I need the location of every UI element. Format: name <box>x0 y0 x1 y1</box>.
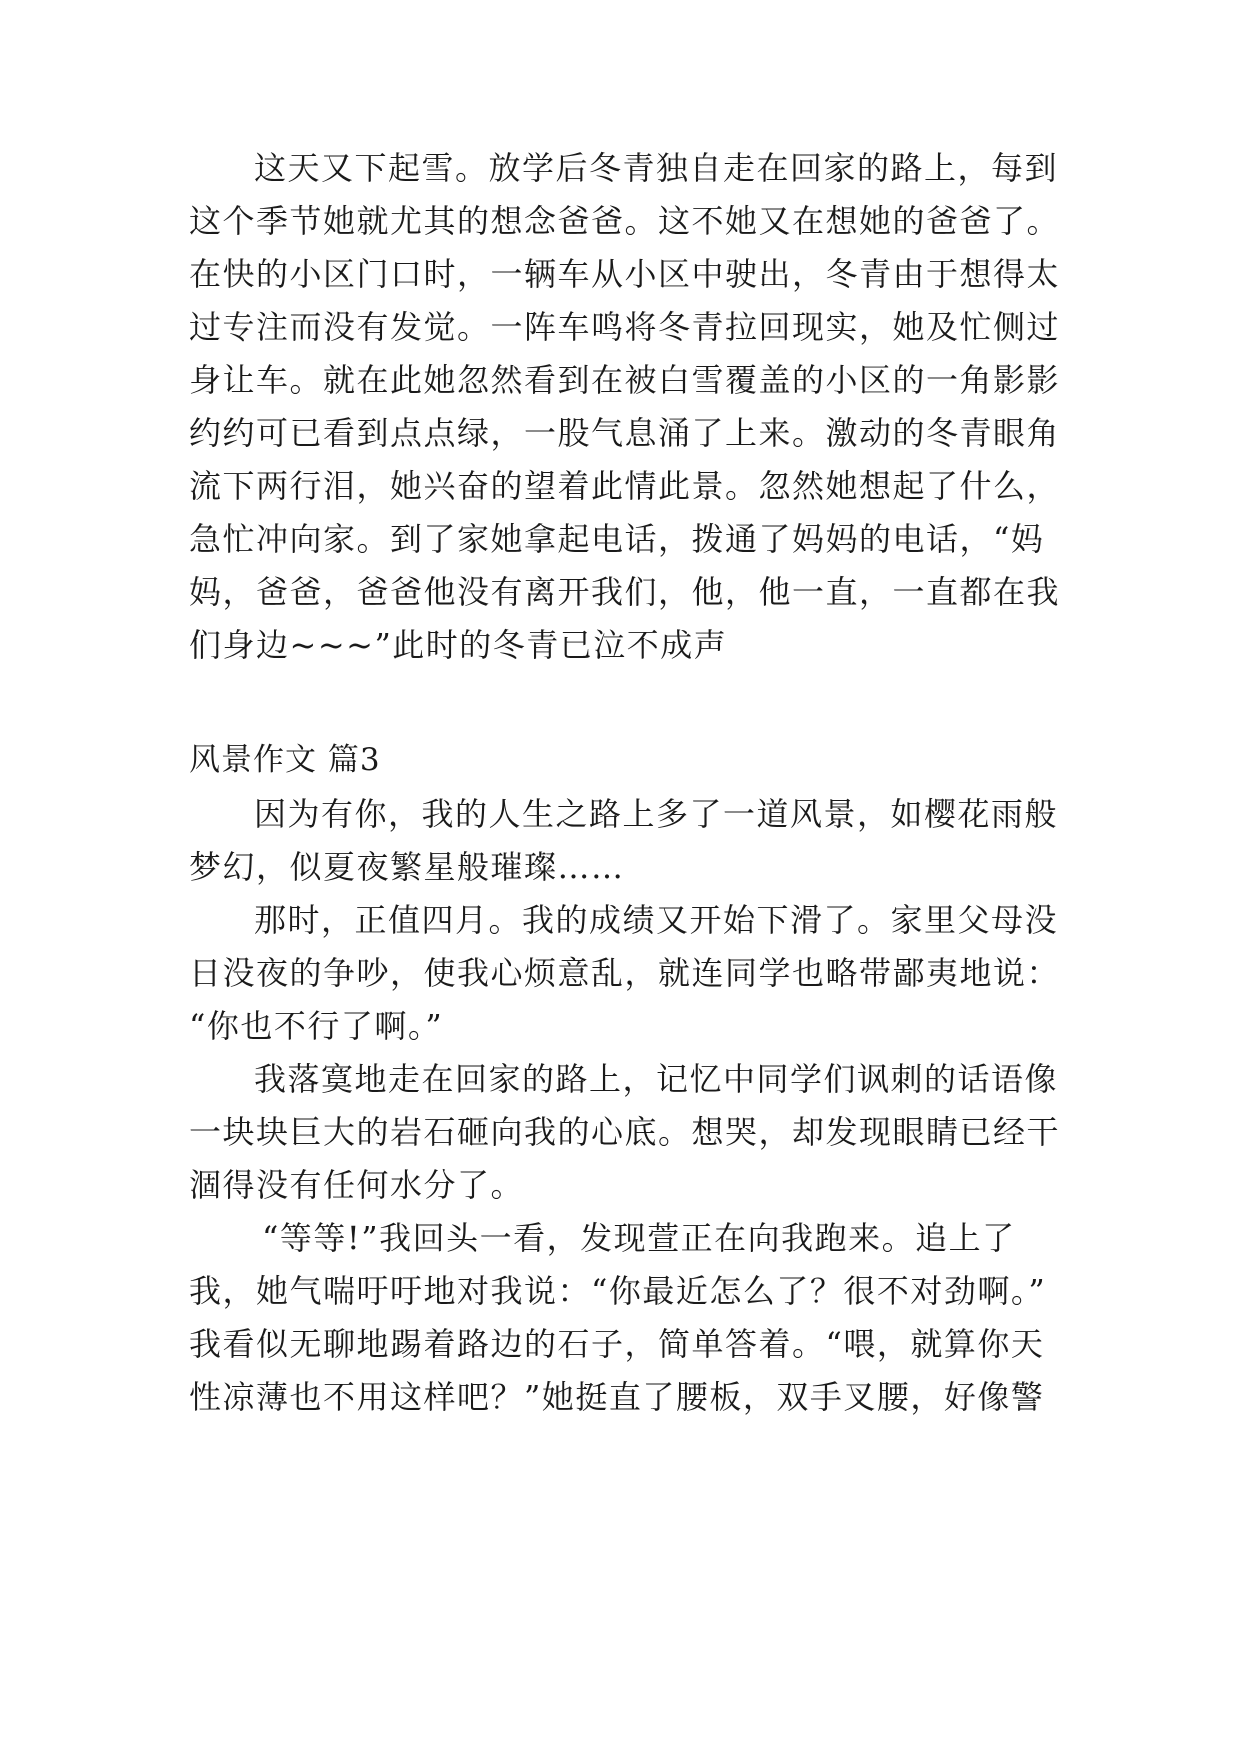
paragraph-4-line-1: 我落寞地走在回家的路上，记忆中同学们讽刺的话语像 <box>254 1060 1059 1098</box>
paragraph-1-line-6: 约约可已看到点点绿，一股气息涌了上来。激动的冬青眼角 <box>189 414 1061 452</box>
paragraph-4-line-3: 涸得没有任何水分了。 <box>189 1166 525 1204</box>
paragraph-3-line-1: 那时，正值四月。我的成绩又开始下滑了。家里父母没 <box>254 901 1059 939</box>
paragraph-1-line-8: 急忙冲向家。到了家她拿起电话，拨通了妈妈的电话，“妈 <box>189 520 1045 558</box>
paragraph-4-line-2: 一块块巨大的岩石砸向我的心底。想哭，却发现眼睛已经干 <box>189 1113 1061 1151</box>
paragraph-1-line-10: 们身边~~~”此时的冬青已泣不成声 <box>189 626 728 664</box>
paragraph-1-line-9: 妈，爸爸，爸爸他没有离开我们，他，他一直，一直都在我 <box>189 573 1061 611</box>
paragraph-1-line-1: 这天又下起雪。放学后冬青独自走在回家的路上，每到 <box>254 149 1059 187</box>
paragraph-3-line-2: 日没夜的争吵，使我心烦意乱，就连同学也略带鄙夷地说： <box>189 954 1061 992</box>
paragraph-1-line-3: 在快的小区门口时，一辆车从小区中驶出，冬青由于想得太 <box>189 255 1061 293</box>
paragraph-1-line-5: 身让车。就在此她忽然看到在被白雪覆盖的小区的一角影影 <box>189 361 1061 399</box>
paragraph-5-line-2: 我，她气喘吁吁地对我说：“你最近怎么了？很不对劲啊。” <box>189 1272 1047 1310</box>
section-heading: 风景作文 篇3 <box>189 742 381 778</box>
paragraph-5-line-3: 我看似无聊地踢着路边的石子，简单答着。“喂，就算你天 <box>189 1325 1045 1363</box>
paragraph-2-line-2: 梦幻，似夏夜繁星般璀璨…… <box>189 848 625 886</box>
paragraph-1-line-4: 过专注而没有发觉。一阵车鸣将冬青拉回现实，她及忙侧过 <box>189 308 1061 346</box>
paragraph-5-line-1: “等等!”我回头一看，发现萱正在向我跑来。追上了 <box>262 1219 1016 1257</box>
paragraph-1-line-2: 这个季节她就尤其的想念爸爸。这不她又在想她的爸爸了。 <box>189 202 1061 240</box>
paragraph-1-line-7: 流下两行泪，她兴奋的望着此情此景。忽然她想起了什么， <box>189 467 1061 505</box>
paragraph-5-line-4: 性凉薄也不用这样吧？”她挺直了腰板，双手叉腰，好像警 <box>189 1378 1045 1416</box>
paragraph-3-line-3: “你也不行了啊。” <box>189 1007 444 1045</box>
paragraph-2-line-1: 因为有你，我的人生之路上多了一道风景，如樱花雨般 <box>254 795 1059 833</box>
